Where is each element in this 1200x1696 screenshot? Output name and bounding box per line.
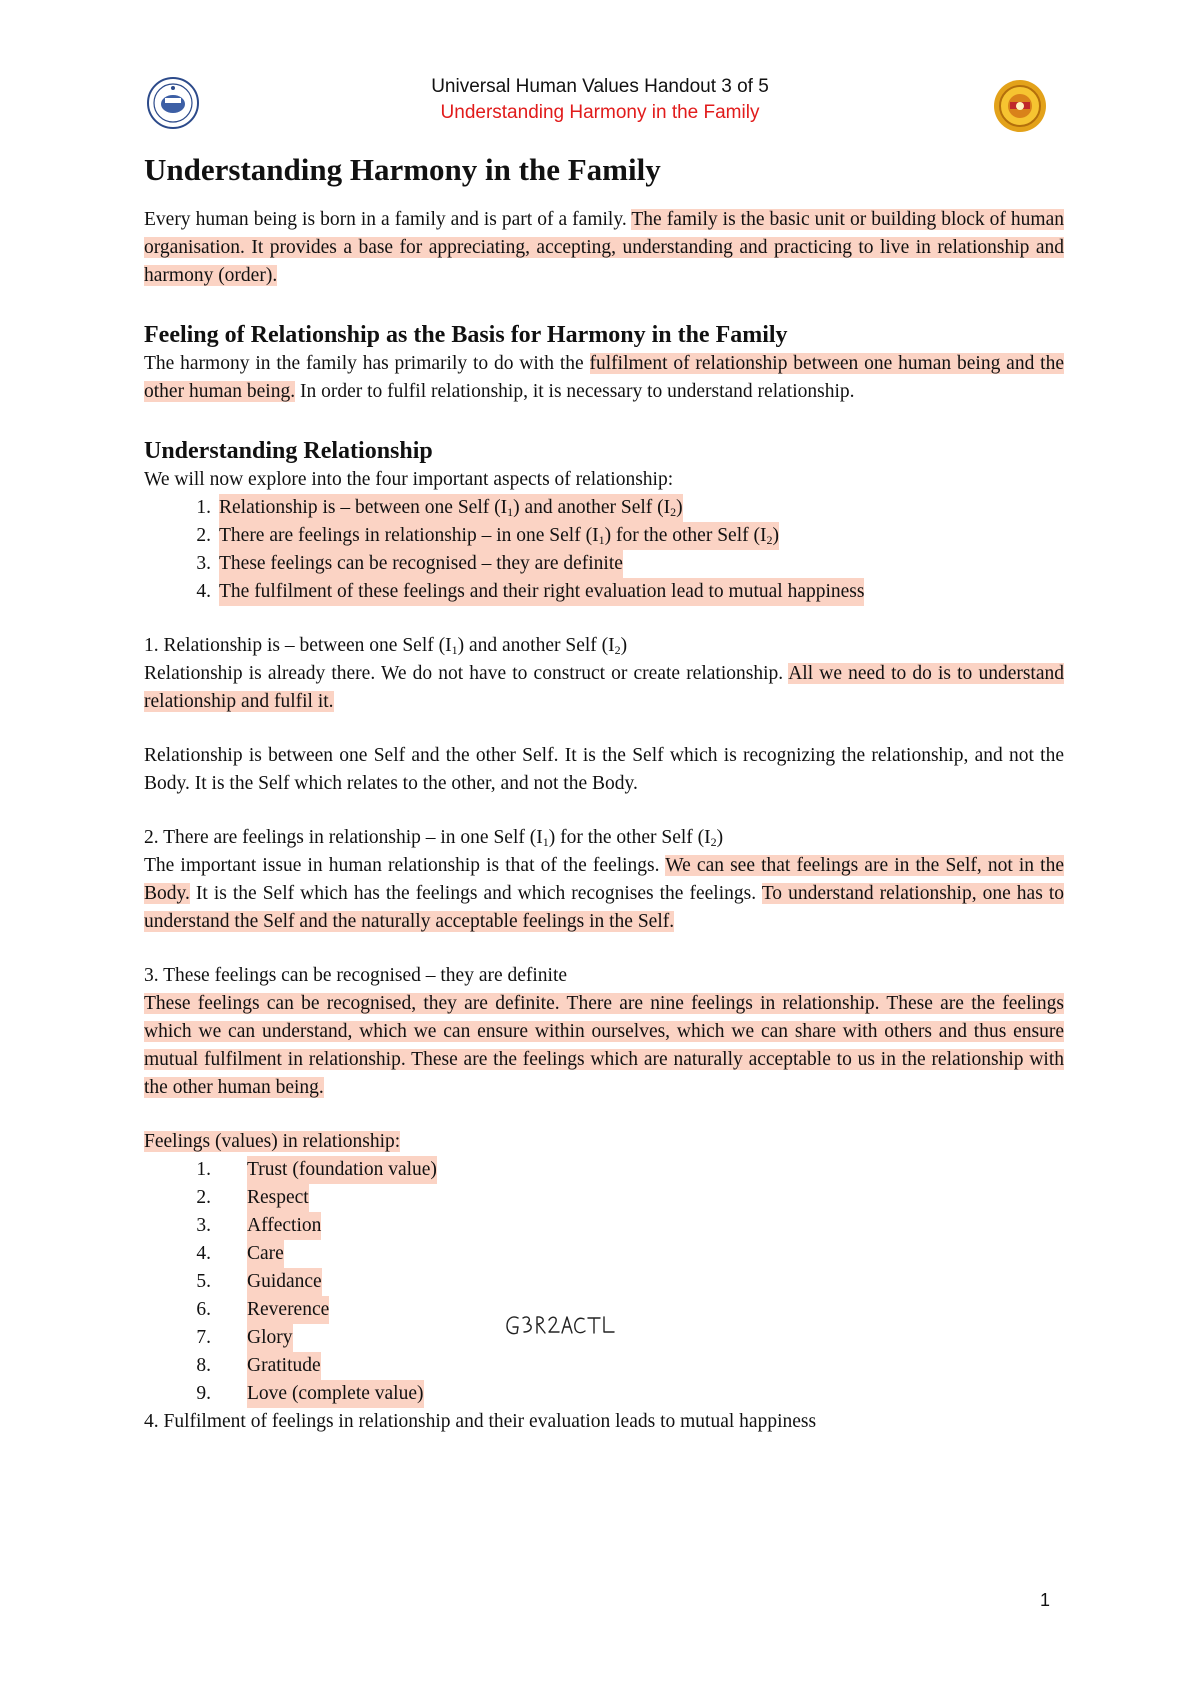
point3-paragraph [144, 990, 1064, 1102]
point4-heading: 4. Fulfilment of feelings in relationship and their evaluation leads to mutual happiness [144, 1411, 817, 1432]
point2-highlight-1: We can see that feelings are in the Self, not in the Body. [144, 855, 1064, 904]
list-item-text: Respect [247, 1184, 309, 1212]
point3-heading: 3. These feelings can be recognised – they are definite [144, 965, 568, 986]
list-item-text: Gratitude [247, 1352, 321, 1380]
point3-highlight: These feelings can be recognised, they are definite. There are nine feelings in relationship. These are the feelings which we can understand, which we can ensure within ourselves, which we can share with others and thus ensure mutual fulfilment in relationship. These are the feelings which are naturally acceptable to us in the relationship with the other human being. [144, 993, 1064, 1098]
list-item-number: 9. [196, 1383, 211, 1404]
section1-text-b: In order to fulfil relationship, it is necessary to understand relationship. [295, 381, 855, 402]
page-number: 1 [1040, 1590, 1051, 1610]
list-item-number: 3. [196, 553, 211, 574]
list-item-text: There are feelings in relationship – in one Self $(I_1)$ for the other Self $(I_2)$ [219, 522, 779, 550]
list-item [144, 494, 1064, 522]
point2-paragraph [144, 852, 1064, 936]
list-item-number: 5. [196, 1271, 211, 1292]
list-item-number: 8. [196, 1355, 211, 1376]
list-item-text: Affection [247, 1212, 321, 1240]
gear-emblem-icon [992, 78, 1048, 134]
point1-text: Relationship is already there. We do not have to construct or create relationship. [144, 663, 789, 684]
point1-heading: 1. Relationship is – between one Self $(I_1)$ and another Self $(I_2)$ [144, 635, 628, 657]
list-item [144, 1212, 1064, 1240]
header-subtitle: Understanding Harmony in the Family [440, 102, 760, 123]
list-item-number: 2. [196, 525, 211, 546]
list-item [144, 550, 1064, 578]
list-item-number: 1. [196, 497, 211, 518]
section-heading-understanding: Understanding Relationship [144, 438, 433, 464]
list-item-text: Love (complete value) [247, 1380, 424, 1408]
list-item [144, 1184, 1064, 1212]
section2-intro: We will now explore into the four important aspects of relationship: [144, 469, 674, 490]
list-item-number: 1. [196, 1159, 211, 1180]
point1-paragraph-1 [144, 660, 1064, 716]
list-item-text: Relationship is – between one Self $(I_1)$ and another Self $(I_2)$ [219, 494, 683, 522]
list-item-text: Care [247, 1240, 284, 1268]
document-body [144, 150, 1064, 1436]
point2-heading: 2. There are feelings in relationship – in one Self $(I_1)$ for the other Self $(I_2)$ [144, 827, 724, 849]
list-item [144, 1352, 1064, 1380]
handwritten-note [504, 1310, 634, 1346]
point2-text-a: The important issue in human relationship is that of the feelings. [144, 855, 666, 876]
section1-highlight: fulfilment of relationship between one human being and the other human being. [144, 353, 1065, 402]
section1-text-a: The harmony in the family has primarily to do with the [144, 353, 590, 374]
list-item [144, 578, 1064, 606]
values-list [144, 1156, 1064, 1408]
list-item-number: 4. [196, 1243, 211, 1264]
list-item-text: Reverence [247, 1296, 329, 1324]
list-item-number: 6. [196, 1299, 211, 1320]
intro-paragraph [144, 206, 1064, 290]
list-item-text: The fulfilment of these feelings and their right evaluation lead to mutual happiness [219, 578, 864, 606]
point2-highlight-2: To understand relationship, one has to understand the Self and the naturally acceptable feelings in the Self. [144, 883, 1064, 932]
intro-text: Every human being is born in a family and is part of a family. [144, 209, 632, 230]
header-title: Universal Human Values Handout 3 of 5 [431, 76, 769, 97]
values-heading: Feelings (values) in relationship: [144, 1131, 401, 1152]
point1-paragraph-2: Relationship is between one Self and the other Self. It is the Self which is recognizing the relationship, and not the Body. It is the Self which relates to the other, and not the Body. [144, 745, 1064, 794]
point2-text-b: It is the Self which has the feelings and which recognises the feelings. [189, 883, 762, 904]
section-heading-feeling: Feeling of Relationship as the Basis for Harmony in the Family [144, 322, 788, 348]
list-item [144, 1380, 1064, 1408]
aspects-list [144, 494, 1064, 606]
list-item-text: Trust (foundation value) [247, 1156, 437, 1184]
list-item [144, 1240, 1064, 1268]
list-item-number: 3. [196, 1215, 211, 1236]
list-item-number: 7. [196, 1327, 211, 1348]
list-item [144, 1268, 1064, 1296]
list-item-text: These feelings can be recognised – they are definite [219, 550, 623, 578]
list-item [144, 1156, 1064, 1184]
page-title: Understanding Harmony in the Family [144, 152, 661, 187]
list-item-text: Glory [247, 1324, 293, 1352]
list-item-number: 2. [196, 1187, 211, 1208]
point1-highlight: All we need to do is to understand relationship and fulfil it. [144, 663, 1064, 712]
intro-highlight: The family is the basic unit or building block of human organisation. It provides a base for appreciating, accepting, understanding and practicing to live in relationship and harmony (order). [144, 209, 1064, 286]
list-item [144, 522, 1064, 550]
section1-paragraph [144, 350, 1064, 406]
list-item-number: 4. [196, 581, 211, 602]
list-item-text: Guidance [247, 1268, 322, 1296]
